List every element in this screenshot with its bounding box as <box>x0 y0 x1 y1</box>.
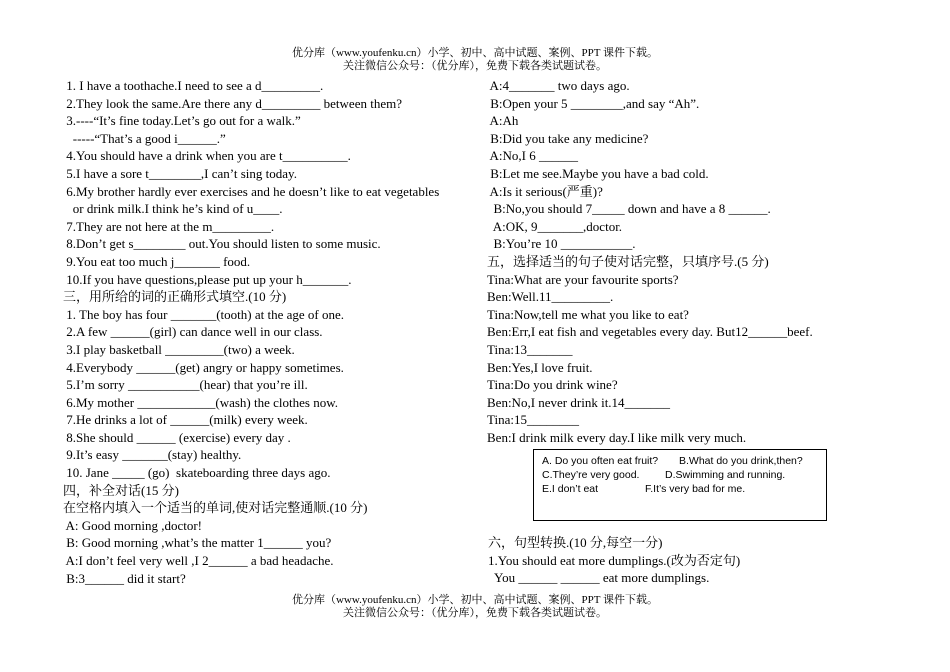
question-line: 9.You eat too much j_______ food. <box>63 253 251 269</box>
question-line: 5.I’m sorry ___________(hear) that you’re ill. <box>63 377 308 393</box>
question-line: 10.If you have questions,please put up your h_______. <box>63 271 352 287</box>
question-line: Ben:Yes,I love fruit. <box>487 359 593 375</box>
question-line: Ben:No,I never drink it.14_______ <box>487 394 671 410</box>
option-e: E.I don’t eat <box>542 483 599 495</box>
question-line: Tina:Do you drink wine? <box>487 377 618 393</box>
question-line: B:Open your 5 ________,and say “Ah”. <box>487 95 700 111</box>
header-line-2: 关注微信公众号：（优分库），免费下载各类试题试卷。 <box>343 60 607 72</box>
question-line: B:You’re 10 ___________. <box>487 236 636 252</box>
question-line: 四，补全对话(15 分) <box>63 482 179 498</box>
question-line: 2.They look the same.Are there any d_________ between them? <box>63 95 402 111</box>
question-line: 4.Everybody ______(get) angry or happy sometimes. <box>63 359 344 375</box>
question-line: B: Good morning ,what’s the matter 1______ you? <box>63 535 332 551</box>
question-line: Tina:What are your favourite sports? <box>487 271 679 287</box>
question-line: Ben:I drink milk every day.I like milk very much. <box>487 429 747 445</box>
right-column <box>487 77 813 446</box>
question-line: B:Did you take any medicine? <box>487 130 649 146</box>
question-line: A:No,I 6 ______ <box>487 148 578 164</box>
question-line: B:No,you should 7_____ down and have a 8 ______. <box>487 201 771 217</box>
option-c: C.They’re very good. <box>542 469 640 481</box>
question-line: 1. The boy has four _______(tooth) at the age of one. <box>63 306 344 322</box>
question-line: A: Good morning ,doctor! <box>63 517 203 533</box>
question-line: B:Let me see.Maybe you have a bad cold. <box>487 165 709 181</box>
footer-line-1: 优分库（www.youfenku.cn）小学、初中、高中试题、案例、PPT 课件下载。 <box>291 594 659 606</box>
question-line: 在空格内填入一个适当的单词,使对话完整通顺.(10 分) <box>63 500 368 516</box>
question-line: A:Ah <box>487 113 519 129</box>
question-line: Tina:13_______ <box>487 341 573 357</box>
question-line: 3.I play basketball _________(two) a week. <box>63 341 295 357</box>
question-line: 4.You should have a drink when you are t__________. <box>63 148 351 164</box>
question-line: 三，用所给的词的正确形式填空.(10 分) <box>63 289 287 305</box>
header-line-1: 优分库（www.youfenku.cn）小学、初中、高中试题、案例、PPT 课件下载。 <box>291 47 659 59</box>
question-line: 9.It’s easy _______(stay) healthy. <box>63 447 242 463</box>
page-header <box>0 47 950 73</box>
question-line: 7.He drinks a lot of ______(milk) every week. <box>63 412 308 428</box>
footer-line-2: 关注微信公众号：（优分库），免费下载各类试题试卷。 <box>343 607 607 619</box>
question-line: Tina:15________ <box>487 412 579 428</box>
option-d: D.Swimming and running. <box>665 469 786 481</box>
question-line: A:OK, 9_______,doctor. <box>487 218 623 234</box>
question-line: 1. I have a toothache.I need to see a d_________. <box>63 78 324 93</box>
section-6 <box>488 534 740 587</box>
question-line: 5.I have a sore t________,I can’t sing today. <box>63 165 297 181</box>
section-6-answer-1: You ______ ______ eat more dumplings. <box>488 570 710 586</box>
question-line: 7.They are not here at the m_________. <box>63 218 275 234</box>
question-line: A:Is it serious(严重)? <box>487 183 603 199</box>
options-box <box>533 449 827 521</box>
question-line: -----“That’s a good i______.” <box>63 130 226 146</box>
question-line: Ben:Well.11_________. <box>487 289 614 305</box>
question-line: 2.A few ______(girl) can dance well in our class. <box>63 324 323 340</box>
question-line: 6.My mother ____________(wash) the clothes now. <box>63 394 339 410</box>
question-line: or drink milk.I think he’s kind of u____. <box>63 201 283 217</box>
question-line: 8.Don’t get s________ out.You should listen to some music. <box>63 236 381 252</box>
question-line: 8.She should ______ (exercise) every day . <box>63 429 291 445</box>
option-b: B.What do you drink,then? <box>679 455 803 467</box>
question-line: Ben:Err,I eat fish and vegetables every day. But12______beef. <box>487 324 813 340</box>
question-line: 五，选择适当的句子使对话完整，只填序号.(5 分) <box>487 253 769 269</box>
section-6-title: 六，句型转换.(10 分,每空一分) <box>488 535 663 550</box>
option-a: A. Do you often eat fruit? <box>542 455 659 467</box>
question-line: A:4_______ two days ago. <box>487 78 630 93</box>
option-f: F.It’s very bad for me. <box>645 483 746 495</box>
question-line: 3.----“It’s fine today.Let’s go out for a walk.” <box>63 113 301 129</box>
page-footer <box>0 594 950 620</box>
question-line: Tina:Now,tell me what you like to eat? <box>487 306 689 322</box>
section-6-question-1: 1.You should eat more dumplings.(改为否定句) <box>488 552 741 568</box>
question-line: 6.My brother hardly ever exercises and he doesn’t like to eat vegetables <box>63 183 440 199</box>
question-line: 10. Jane _____ (go) skateboarding three days ago. <box>63 465 331 481</box>
question-line: B:3______ did it start? <box>63 570 186 586</box>
question-line: A:I don’t feel very well ,I 2______ a bad headache. <box>63 553 334 569</box>
left-column <box>63 77 439 587</box>
